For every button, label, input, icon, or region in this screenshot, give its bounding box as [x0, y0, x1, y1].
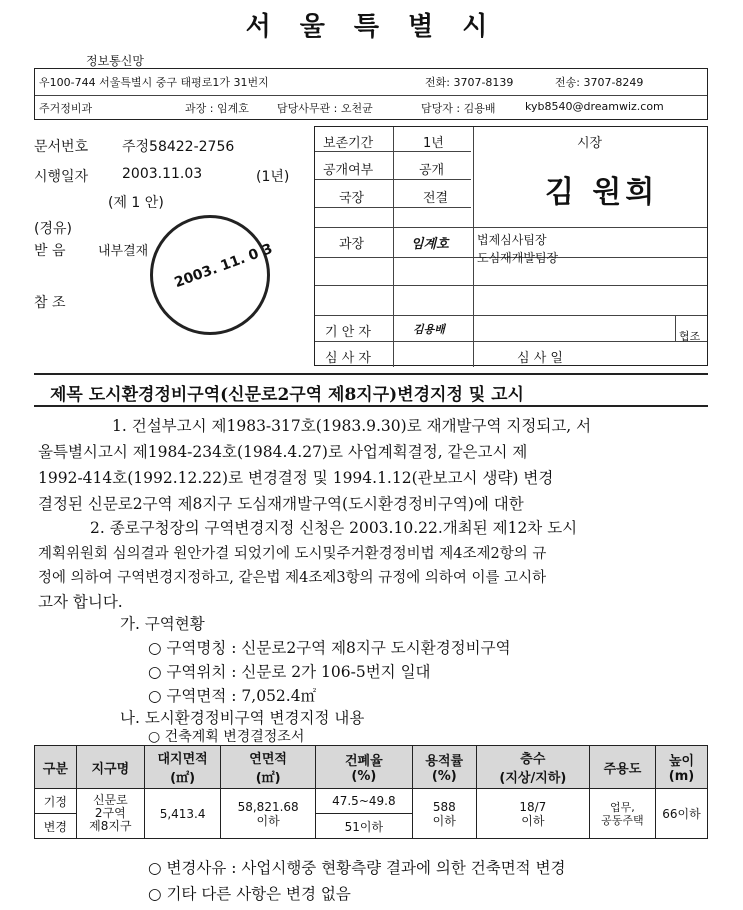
far-cell: 588 이하 — [412, 789, 476, 839]
chief-label: 과장 — [339, 237, 365, 252]
area-item: ○ 구역명칭 : 신문로2구역 제8지구 도시환경정비구역 — [148, 639, 511, 657]
subject: 제목 도시환경정비구역(신문로2구역 제8지구)변경지정 및 고시 — [50, 385, 524, 405]
recipient-label: 받 음 — [34, 243, 66, 259]
review-day-label: 심 사 일 — [517, 351, 563, 366]
date-label: 시행일자 — [34, 169, 89, 185]
approval-grid — [314, 126, 708, 366]
table-header: 주용도 — [589, 746, 655, 789]
site-area-cell: 5,413.4 — [144, 789, 220, 839]
change-spec-table — [34, 745, 708, 839]
subject-bottom-rule — [34, 405, 708, 407]
height-cell: 66이하 — [656, 789, 708, 839]
use-cell: 업무, 공동주택 — [589, 789, 655, 839]
floors-cell: 18/7 이하 — [476, 789, 589, 839]
coverage-before-cell: 47.5~49.8 — [315, 789, 412, 814]
district-cell: 신문로 2구역 제8지구 — [76, 789, 144, 839]
draft-number: (제 1 안) — [108, 195, 164, 211]
body-line: 계획위원회 심의결과 원안가결 되었기에 도시및주거환경정비법 제4조제2항의 규 — [38, 546, 547, 562]
section-b-item: ○ 건축계획 변경결정조서 — [148, 729, 305, 745]
doc-no: 주정58422-2756 — [122, 139, 235, 155]
cooperation-label: 협조 — [679, 330, 701, 343]
phone: 전화: 3707-8139 — [425, 76, 514, 89]
retention-value: 1년 — [423, 136, 444, 151]
other-note: ○ 기타 다른 사항은 변경 없음 — [148, 885, 351, 903]
director-value: 전결 — [423, 191, 449, 206]
city-title: 서 울 특 별 시 — [245, 12, 498, 42]
team-leader-legal: 법제심사팀장 — [477, 233, 547, 247]
body-line: 2. 종로구청장의 구역변경지정 신청은 2003.10.22.개최된 제12차 도시 — [90, 519, 578, 537]
mayor-label: 시장 — [577, 136, 603, 151]
team-leader-redevelopment: 도심재개발팀장 — [477, 251, 559, 265]
body-line: 1. 건설부고시 제1983-317호(1983.9.30)로 재개발구역 지정되고, 서 — [112, 417, 592, 435]
table-header: 용적률 (%) — [412, 746, 476, 789]
change-reason: ○ 변경사유 : 사업시행중 현황측량 결과에 의한 건축면적 변경 — [148, 859, 566, 877]
body-line: 결정된 신문로2구역 제8지구 도심재개발구역(도시환경정비구역)에 대한 — [38, 495, 524, 513]
table-header: 지구명 — [76, 746, 144, 789]
reviewer-label: 심 사 자 — [325, 351, 371, 366]
department-label: 정보통신망 — [86, 54, 144, 68]
date-stamp-text: 2003. 11. 0 3 — [172, 240, 275, 292]
fax: 전송: 3707-8249 — [555, 76, 644, 89]
retention-label: 보존기간 — [323, 136, 374, 151]
disclosure-label: 공개여부 — [323, 163, 374, 178]
officer-name: 담당사무관 : 오천균 — [277, 102, 373, 115]
body-line: 1992-414호(1992.12.22)로 변경결정 및 1994.1.12(관보고시 생략) 변경 — [38, 469, 554, 487]
table-header: 높이 (m) — [656, 746, 708, 789]
mayor-signature: 김 원희 — [545, 175, 659, 210]
date: 2003.11.03 — [122, 166, 203, 182]
disclosure-value: 공개 — [419, 163, 445, 178]
row-before-label: 기정 — [35, 789, 77, 814]
drafter-signature: 김용배 — [413, 323, 445, 336]
table-header: 층수 (지상/지하) — [476, 746, 589, 789]
section-b-heading: 나. 도시환경정비구역 변경지정 내용 — [120, 709, 365, 727]
table-header: 대지면적 (㎡) — [144, 746, 220, 789]
table-header: 구분 — [35, 746, 77, 789]
drafter-label: 기 안 자 — [325, 325, 371, 340]
body-line: 정에 의하여 구역변경지정하고, 같은법 제4조제3항의 규정에 의하여 이를 고시하 — [38, 570, 547, 586]
staff-name: 담당자 : 김용배 — [421, 102, 496, 115]
table-header: 건폐율 (%) — [315, 746, 412, 789]
doc-no-label: 문서번호 — [34, 139, 89, 155]
director-label: 국장 — [339, 191, 365, 206]
address: 우100-744 서울특별시 중구 태평로1가 31번지 — [39, 76, 269, 89]
division: 주거정비과 — [39, 102, 93, 115]
subject-top-rule — [34, 373, 708, 375]
body-line: 울특별시고시 제1984-234호(1984.4.27)로 사업계획결정, 같은고시 제 — [38, 443, 528, 461]
via-label: (경유) — [34, 221, 72, 237]
row-after-label: 변경 — [35, 814, 77, 839]
retention-period: (1년) — [256, 169, 290, 185]
chief-signature: 임계호 — [411, 237, 449, 252]
chief-name: 과장 : 임계호 — [185, 102, 249, 115]
recipient: 내부결재 — [98, 244, 149, 259]
body-line: 고자 합니다. — [38, 593, 123, 611]
area-item: ○ 구역위치 : 신문로 2가 106-5번지 일대 — [148, 663, 431, 681]
coverage-after-cell: 51이하 — [315, 814, 412, 839]
section-a-heading: 가. 구역현황 — [120, 615, 205, 633]
contact-info-box — [34, 68, 708, 120]
email: kyb8540@dreamwiz.com — [525, 100, 664, 113]
area-item: ○ 구역면적 : 7,052.4㎡ — [148, 687, 317, 705]
table-header: 연면적 (㎡) — [221, 746, 316, 789]
reference-label: 참 조 — [34, 295, 66, 311]
floor-area-cell: 58,821.68 이하 — [221, 789, 316, 839]
